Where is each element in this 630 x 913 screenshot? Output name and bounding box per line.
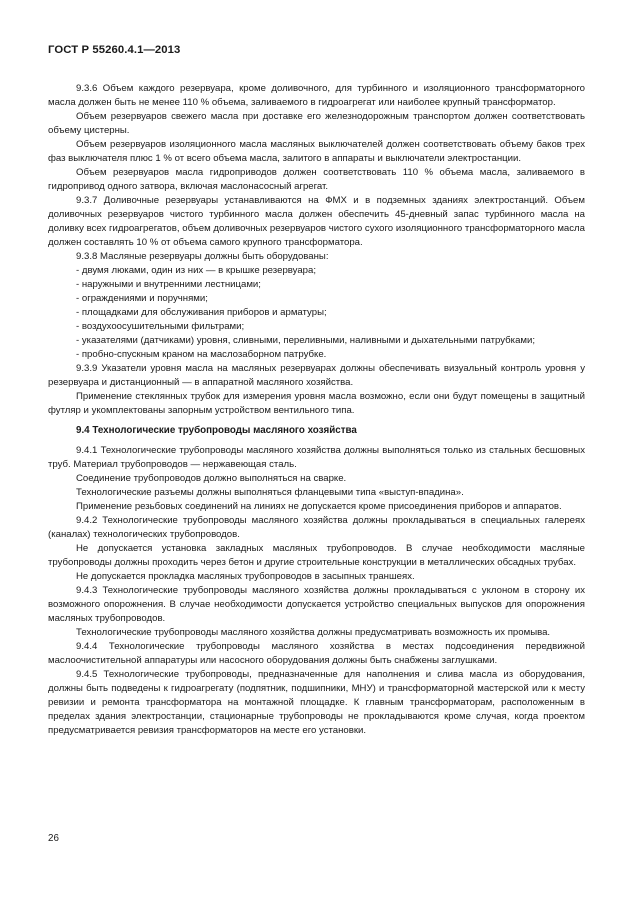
list-item: - воздухоосушительными фильтрами; xyxy=(76,321,245,332)
section-title: 9.4 Технологические трубопроводы масляного хозяйства xyxy=(76,425,357,436)
paragraph: 9.3.8 Масляные резервуары должны быть оборудованы: xyxy=(76,251,329,262)
paragraph: Объем резервуаров масла гидроприводов должен соответствовать 110 % объема масла, заливаемого в гидропривод одного затвора, включая маслонасосный агрегат. xyxy=(48,167,585,192)
paragraph: Применение стеклянных трубок для измерения уровня масла возможно, если они будут помещены в защитный футляр и укомплектованы запорным устройством вентильного типа. xyxy=(48,391,585,416)
paragraph: 9.3.9 Указатели уровня масла на масляных резервуарах должны обеспечивать визуальный контроль уровня у резервуара и дистанционный — в аппаратной масляного хозяйства. xyxy=(48,363,585,388)
paragraph: 9.4.5 Технологические трубопроводы, предназначенные для наполнения и слива масла из оборудования, должны быть подведены к гидроагрегату (подпятник, подшипники, МНУ) и трансформаторной мастерской или к месту ревизии и ремонта трансформатора на монтажной площадке. К главным трансформаторам, расположенным в пределах здания электростанции, стационарные трубопроводы не прокладываются кроме случая, когда проектом предусматривается ревизия трансформаторов на месте его установки. xyxy=(48,669,585,736)
paragraph: Соединение трубопроводов должно выполняться на сварке. xyxy=(76,473,347,484)
paragraph: 9.4.3 Технологические трубопроводы масляного хозяйства должны прокладываться с уклоном в сторону их возможного опорожнения. В случае необходимости допускается устройство специальных выпусков для опорожнения масляных трубопроводов. xyxy=(48,585,585,624)
paragraph: Объем резервуаров свежего масла при доставке его железнодорожным транспортом должен соответствовать объему цистерны. xyxy=(48,111,585,136)
paragraph: 9.3.7 Доливочные резервуары устанавливаются на ФМХ и в подземных зданиях электростанций. Объем доливочных резервуаров чистого турбинного масла должен обеспечить 45-дневный запас турбинного масла на доливку всех гидроагрегатов, объем доливочных резервуаров чистого сухого изоляционного трансформаторного масла должен составлять 10 % от объема самого крупного трансформатора. xyxy=(48,195,585,248)
paragraph: Не допускается установка закладных масляных трубопроводов. В случае необходимости масляные трубопроводы должны проходить через бетон и другие строительные конструкции в металлических обсадных трубах. xyxy=(48,543,585,568)
document-header: ГОСТ Р 55260.4.1—2013 xyxy=(48,44,181,56)
paragraph: Объем резервуаров изоляционного масла масляных выключателей должен соответствовать объему баков трех фаз выключателя плюс 1 % от всего объема масла, залитого в аппараты и выключатели электростанции. xyxy=(48,139,585,164)
paragraph: 9.4.2 Технологические трубопроводы масляного хозяйства должны прокладываться в специальных галереях (каналах) технологических трубопроводов. xyxy=(48,515,585,540)
list-item: - указателями (датчиками) уровня, сливными, переливными, наливными и дыхательными патрубками; xyxy=(76,335,536,346)
list-item: - пробно-спускным краном на маслозаборном патрубке. xyxy=(76,349,327,360)
list-item: - наружными и внутренними лестницами; xyxy=(76,279,261,290)
list-item: - площадками для обслуживания приборов и арматуры; xyxy=(76,307,327,318)
paragraph: 9.4.1 Технологические трубопроводы масляного хозяйства должны выполняться только из стальных бесшовных труб. Материал трубопроводов — нержавеющая сталь. xyxy=(48,445,585,470)
page-number: 26 xyxy=(48,833,59,844)
list-item: - ограждениями и поручнями; xyxy=(76,293,208,304)
paragraph: Технологические разъемы должны выполняться фланцевыми типа «выступ-впадина». xyxy=(76,487,464,498)
paragraph: 9.4.4 Технологические трубопроводы масляного хозяйства в местах подсоединения передвижной маслоочистительной аппаратуры или насосного оборудования должны быть снабжены заглушками. xyxy=(48,641,585,666)
paragraph: Применение резьбовых соединений на линиях не допускается кроме присоединения приборов и аппаратов. xyxy=(76,501,562,512)
paragraph: Не допускается прокладка масляных трубопроводов в засыпных траншеях. xyxy=(76,571,415,582)
document-body xyxy=(48,82,585,738)
paragraph: 9.3.6 Объем каждого резервуара, кроме доливочного, для турбинного и изоляционного трансформаторного масла должен быть не менее 110 % объема, заливаемого в гидроагрегат или наиболее крупный трансформатор. xyxy=(48,83,585,108)
paragraph: Технологические трубопроводы масляного хозяйства должны предусматривать возможность их промыва. xyxy=(76,627,551,638)
list-item: - двумя люками, один из них — в крышке резервуара; xyxy=(76,265,317,276)
